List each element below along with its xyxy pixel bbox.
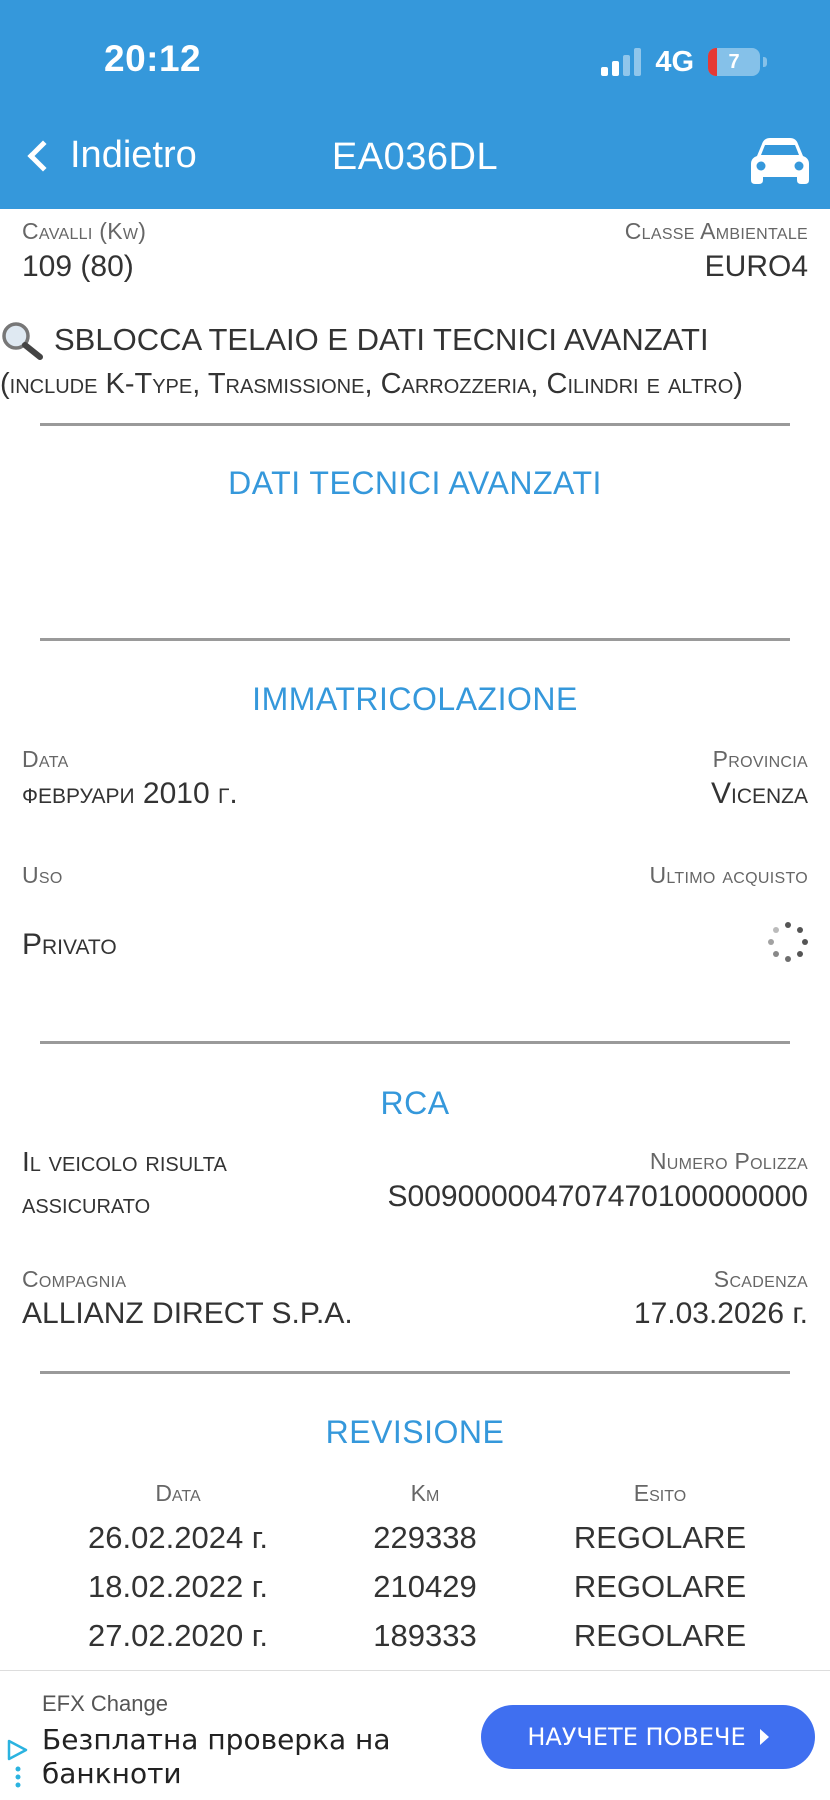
revision-row-km: 189333 bbox=[373, 1618, 477, 1653]
expiry-label: Scadenza bbox=[713, 1266, 808, 1292]
revision-date-header: Data bbox=[155, 1480, 201, 1506]
revision-row-result: REGOLARE bbox=[573, 1618, 747, 1653]
ad-headline: Безплатна проверка на банкноти bbox=[42, 1723, 391, 1790]
back-button[interactable] bbox=[20, 134, 197, 177]
play-arrow-icon bbox=[760, 1729, 769, 1745]
power-label: Cavalli (Kw) bbox=[22, 218, 147, 244]
status-time: 20:12 bbox=[104, 38, 202, 79]
divider bbox=[40, 423, 790, 426]
unlock-advanced-link[interactable] bbox=[0, 320, 709, 360]
registration-title: IMMATRICOLAZIONE bbox=[252, 681, 578, 717]
revision-result-header: Esito bbox=[633, 1480, 687, 1506]
ad-cta-button[interactable] bbox=[481, 1705, 815, 1769]
policy-number-label: Numero Polizza bbox=[649, 1148, 808, 1174]
registration-date-value: февруари 2010 г. bbox=[22, 777, 238, 810]
advanced-data-title: DATI TECNICI AVANZATI bbox=[228, 465, 602, 501]
revision-km-header: Km bbox=[410, 1480, 440, 1506]
revision-row-result: REGOLARE bbox=[573, 1520, 747, 1555]
province-value: Vicenza bbox=[710, 777, 808, 810]
battery-level: 7 bbox=[728, 50, 740, 73]
car-icon[interactable] bbox=[750, 136, 810, 186]
use-label: Uso bbox=[22, 862, 63, 888]
divider bbox=[40, 1371, 790, 1374]
expiry-value: 17.03.2026 г. bbox=[633, 1297, 808, 1330]
environmental-class-label: Classe Ambientale bbox=[624, 218, 808, 244]
battery-icon bbox=[708, 48, 760, 76]
divider bbox=[40, 1041, 790, 1044]
revision-row-km: 229338 bbox=[373, 1520, 477, 1555]
back-label: Indietro bbox=[70, 134, 197, 176]
environmental-class-value: EURO4 bbox=[704, 250, 808, 283]
policy-number-value: S009000004707470100000000 bbox=[387, 1180, 808, 1213]
ad-cta-label: НАУЧЕТЕ ПОВЕЧЕ bbox=[527, 1723, 746, 1751]
power-value: 109 (80) bbox=[22, 250, 134, 283]
divider bbox=[40, 638, 790, 641]
insurance-status-line1: Il veicolo risulta bbox=[22, 1146, 227, 1177]
revision-title: REVISIONE bbox=[325, 1414, 505, 1450]
unlock-title: SBLOCCA TELAIO E DATI TECNICI AVANZATI bbox=[54, 322, 709, 357]
company-label: Compagnia bbox=[22, 1266, 127, 1292]
ad-banner[interactable] bbox=[0, 1670, 830, 1800]
nav-header bbox=[0, 0, 830, 209]
network-type: 4G bbox=[655, 45, 694, 78]
status-indicators bbox=[601, 44, 760, 80]
revision-row-km: 210429 bbox=[373, 1569, 477, 1604]
rca-title: RCA bbox=[380, 1085, 450, 1121]
revision-row-date: 18.02.2022 г. bbox=[88, 1569, 268, 1604]
chevron-left-icon bbox=[27, 140, 58, 171]
signal-icon bbox=[601, 48, 641, 76]
last-purchase-label: Ultimo acquisto bbox=[649, 862, 808, 888]
use-value: Privato bbox=[22, 928, 117, 961]
insurance-status-line2: assicurato bbox=[22, 1188, 151, 1219]
ad-advertiser: EFX Change bbox=[42, 1691, 168, 1716]
page-title: EA036DL bbox=[331, 136, 499, 178]
company-value: ALLIANZ DIRECT S.P.A. bbox=[22, 1297, 353, 1330]
registration-date-label: Data bbox=[22, 746, 69, 772]
unlock-subtitle: (include K-Type, Trasmissione, Carrozzeria, Cilindri e altro) bbox=[0, 368, 743, 400]
revision-row-result: REGOLARE bbox=[573, 1569, 747, 1604]
revision-row-date: 27.02.2020 г. bbox=[88, 1618, 268, 1653]
magnifier-icon bbox=[0, 320, 44, 360]
revision-row-date: 26.02.2024 г. bbox=[88, 1520, 268, 1555]
spinner-icon bbox=[768, 922, 808, 962]
ad-choices-icon[interactable] bbox=[6, 1739, 30, 1789]
province-label: Provincia bbox=[712, 746, 808, 772]
